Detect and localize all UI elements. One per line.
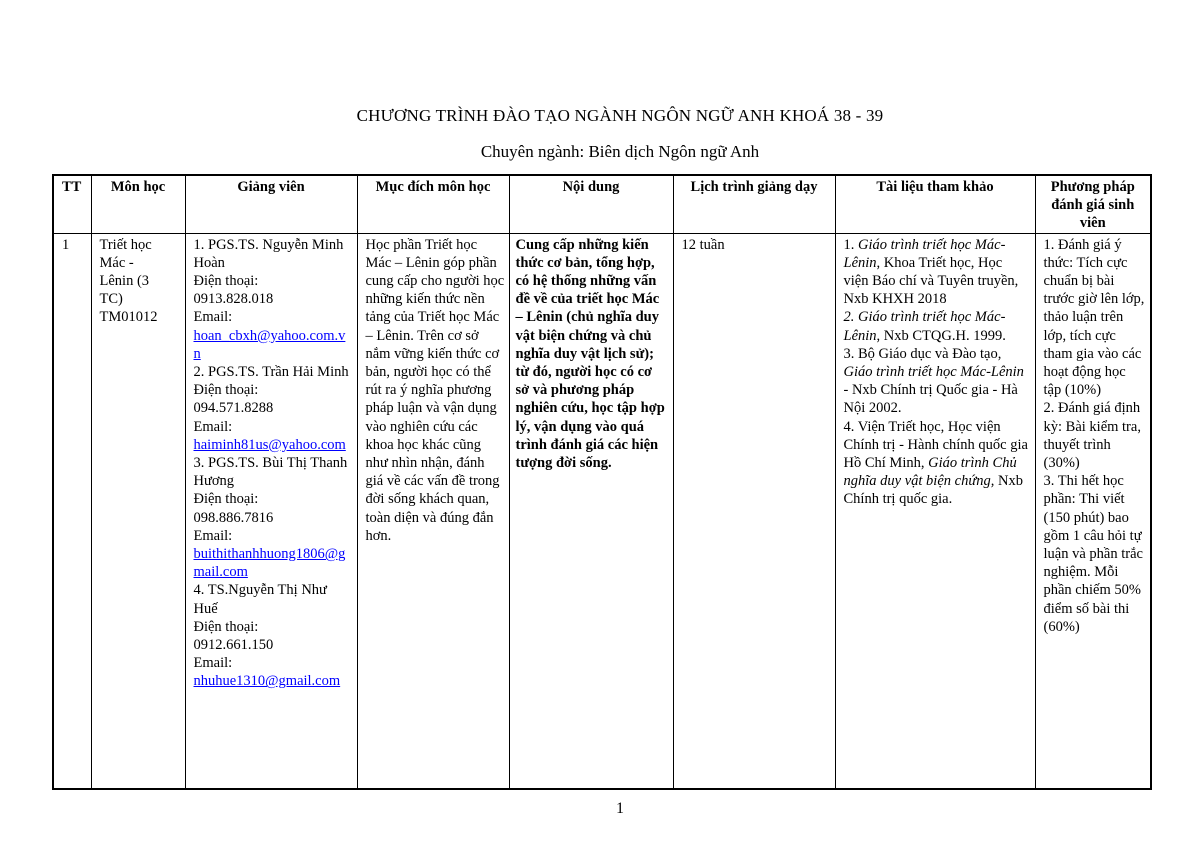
reference-item: 2. Giáo trình triết học Mác-Lênin, Nxb CTQG.H. 1999. — [843, 309, 1006, 344]
email-label: Email: — [193, 527, 233, 544]
phone-label: Điện thoại: — [193, 273, 259, 290]
table-row — [53, 233, 1151, 789]
assessment-item: 1. Đánh giá ý thức: Tích cực chuẩn bị bài trước giờ lên lớp, thảo luận trên lớp, tích cực tham gia vào các hoạt động học tập (10%) — [1043, 236, 1145, 399]
header-content: Nội dung — [509, 175, 673, 233]
header-schedule: Lịch trình giảng dạy — [673, 175, 835, 233]
phone-number: 0913.828.018 — [193, 291, 274, 308]
cell-content: Cung cấp những kiến thức cơ bản, tổng hợp, có hệ thống những vấn đề về của triết học Mác – Lênin (chủ nghĩa duy vật biện chứng và chủ nghĩa duy vật lịch sử); từ đó, người học có cơ sở và phương pháp nghiên cứu, học tập hợp lý, vận dụng vào quá trình đánh giá các hiện tượng đời sống. — [509, 233, 673, 789]
cell-references — [835, 233, 1035, 789]
cell-purpose: Học phần Triết học Mác – Lênin góp phần cung cấp cho người học những kiến thức nền tảng của Triết học Mác – Lênin. Trên cơ sở nắm vững kiến thức cơ bản, người học có thể rút ra ý nghĩa phương pháp luận và vận dụng vào nghiên cứu các khoa học khác cũng như nhìn nhận, đánh giá về các vấn đề trong đời sống khách quan, toàn diện và đúng đắn hơn. — [357, 233, 509, 789]
lecturer-name: 2. PGS.TS. Trần Hải Minh — [193, 364, 349, 381]
lecturer-name: 3. PGS.TS. Bùi Thị Thanh Hương — [193, 455, 348, 490]
cell-tt: 1 — [53, 233, 91, 789]
header-purpose: Mục đích môn học — [357, 175, 509, 233]
email-link[interactable]: haiminh81us@yahoo.com — [193, 436, 346, 453]
lecturer-name: 4. TS.Nguyễn Thị Như Huế — [193, 582, 327, 617]
email-label: Email: — [193, 655, 233, 672]
phone-number: 0912.661.150 — [193, 637, 274, 654]
subject-code: TM01012 — [99, 309, 158, 326]
cell-subject — [91, 233, 185, 789]
header-references: Tài liệu tham khảo — [835, 175, 1035, 233]
page-subtitle: Chuyên ngành: Biên dịch Ngôn ngữ Anh — [480, 142, 760, 161]
reference-item: 4. Viện Triết học, Học viện Chính trị - Hành chính quốc gia Hồ Chí Minh, Giáo trình Chủ nghĩa duy vật biện chứng, Nxb Chính trị quốc gia. — [843, 418, 1028, 508]
email-link[interactable]: buithithanhhuong1806@gmail.com — [193, 546, 346, 581]
email-link[interactable]: hoan_cbxh@yahoo.com.vn — [193, 327, 346, 362]
subject-line: Lênin (3 — [99, 273, 150, 290]
curriculum-table — [52, 174, 1152, 790]
subject-line: Mác - — [99, 254, 134, 271]
lecturer-name: 1. PGS.TS. Nguyễn Minh Hoàn — [193, 236, 344, 271]
page-title: CHƯƠNG TRÌNH ĐÀO TẠO NGÀNH NGÔN NGỮ ANH KHOÁ 38 - 39 — [356, 106, 884, 125]
phone-label: Điện thoại: — [193, 491, 259, 508]
header-tt: TT — [53, 175, 91, 233]
phone-number: 098.886.7816 — [193, 509, 274, 526]
reference-item: 3. Bộ Giáo dục và Đào tạo, Giáo trình triết học Mác-Lênin - Nxb Chính trị Quốc gia - Hà Nội 2002. — [843, 345, 1024, 417]
reference-item: 1. Giáo trình triết học Mác-Lênin, Khoa Triết học, Học viện Báo chí và Tuyên truyền, Nxb KHXH 2018 — [843, 236, 1019, 308]
email-link[interactable]: nhuhue1310@gmail.com — [193, 673, 341, 690]
subject-line: Triết học — [99, 236, 152, 253]
phone-label: Điện thoại: — [193, 382, 259, 399]
subject-line: TC) — [99, 291, 123, 308]
table-header-row — [53, 175, 1151, 233]
cell-schedule: 12 tuần — [673, 233, 835, 789]
phone-label: Điện thoại: — [193, 618, 259, 635]
assessment-item: 3. Thi hết học phần: Thi viết (150 phút) bao gồm 1 câu hỏi tự luận và phần trắc nghiệm. Mỗi phần chiếm 50% điểm số bài thi (60%) — [1043, 473, 1143, 635]
cell-assessment — [1035, 233, 1151, 789]
header-assessment: Phương pháp đánh giá sinh viên — [1035, 175, 1151, 233]
header-lecturer: Giảng viên — [185, 175, 357, 233]
page-number: 1 — [616, 800, 624, 817]
header-subject: Môn học — [91, 175, 185, 233]
email-label: Email: — [193, 418, 233, 435]
assessment-item: 2. Đánh giá định kỳ: Bài kiểm tra, thuyết trình (30%) — [1043, 400, 1141, 472]
email-label: Email: — [193, 309, 233, 326]
cell-lecturers — [185, 233, 357, 789]
phone-number: 094.571.8288 — [193, 400, 274, 417]
